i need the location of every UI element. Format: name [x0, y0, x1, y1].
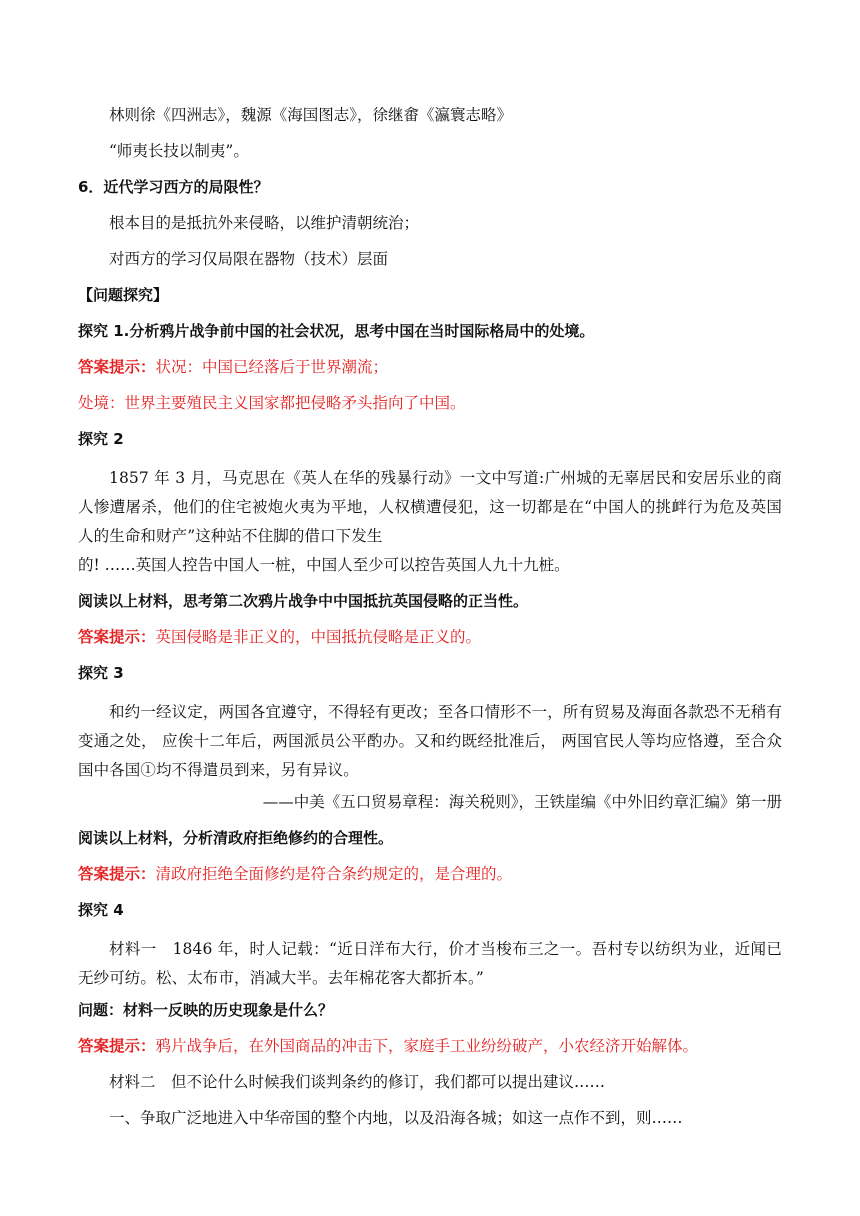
inquiry-3-question: 阅读以上材料，分析清政府拒绝修约的合理性。	[78, 829, 394, 847]
inquiry-1-answer-line-2: 处境：世界主要殖民主义国家都把侵略矛头指向了中国。	[78, 394, 466, 412]
answer-text: 清政府拒绝全面修约是符合条约规定的，是合理的。	[155, 865, 513, 883]
inquiry-3-title: 探究 3	[78, 664, 124, 682]
inquiry-2-material-tail: 的! ……英国人控告中国人一桩，中国人至少可以控告英国人九十九桩。	[78, 556, 570, 574]
answer-text: 鸦片战争后，在外国商品的冲击下，家庭手工业纷纷破产，小农经济开始解体。	[155, 1037, 699, 1055]
inquiry-2-question: 阅读以上材料，思考第二次鸦片战争中中国抵抗英国侵略的正当性。	[78, 592, 529, 610]
question-6-heading: 6．近代学习西方的局限性？	[78, 178, 269, 196]
inquiry-4-question: 问题：材料一反映的历史现象是什么？	[78, 1001, 334, 1019]
books-line: 林则徐《四洲志》，魏源《海国图志》，徐继畬《瀛寰志略》	[109, 106, 513, 124]
answer-text: 状况：中国已经落后于世界潮流；	[155, 358, 389, 376]
section-heading: 【问题探究】	[78, 286, 169, 304]
inquiry-1-title: 探究 1.分析鸦片战争前中国的社会状况，思考中国在当时国际格局中的处境。	[78, 322, 595, 340]
inquiry-4-material-1: 材料一 1846 年，时人记载：“近日洋布大行，价才当梭布三之一。吾村专以纺织为业，近闻已无纱可纺。松、太布市，消减大半。去年棉花客大都折本。”	[78, 940, 782, 987]
inquiry-2-material: 1857 年 3 月，马克思在《英人在华的残暴行动》一文中写道:广州城的无辜居民和安居乐业的商人惨遭屠杀，他们的住宅被炮火夷为平地，人权横遭侵犯，这一切都是在“中国人的挑衅行为危及英国人的生命和财产”这种站不住脚的借口下发生	[78, 469, 782, 545]
answer-label: 答案提示：	[78, 1037, 156, 1055]
inquiry-4-material-2: 材料二 但不论什么时候我们谈判条约的修订，我们都可以提出建议……	[109, 1073, 606, 1091]
answer-label: 答案提示：	[78, 865, 156, 883]
question-6-answer-2: 对西方的学习仅局限在器物（技术）层面	[109, 250, 389, 268]
answer-label: 答案提示：	[78, 628, 156, 646]
inquiry-1-answer	[78, 356, 782, 378]
answer-label: 答案提示：	[78, 358, 156, 376]
question-6-answer-1: 根本目的是抵抗外来侵略，以维护清朝统治；	[109, 214, 420, 232]
inquiry-4-material-2-item-1: 一、争取广泛地进入中华帝国的整个内地，以及沿海各城；如这一点作不到，则……	[109, 1109, 683, 1127]
answer-text: 英国侵略是非正义的，中国抵抗侵略是正义的。	[155, 628, 482, 646]
inquiry-2-title: 探究 2	[78, 430, 124, 448]
quote-line: “师夷长技以制夷”。	[109, 142, 249, 160]
inquiry-3-material: 和约一经议定，两国各宜遵守，不得轻有更改；至各口情形不一，所有贸易及海面各款恐不无稍有变通之处， 应俟十二年后，两国派员公平酌办。又和约既经批准后， 两国官民人等均应恪遵，至合众国中各国①均不得遣员到来，另有异议。	[78, 703, 782, 779]
inquiry-4-title: 探究 4	[78, 901, 124, 919]
inquiry-2-answer	[78, 626, 782, 648]
inquiry-4-answer	[78, 1035, 782, 1057]
inquiry-3-source: ——中美《五口贸易章程：海关税则》，王铁崖编《中外旧约章汇编》第一册	[262, 793, 782, 811]
inquiry-3-answer	[78, 863, 782, 885]
